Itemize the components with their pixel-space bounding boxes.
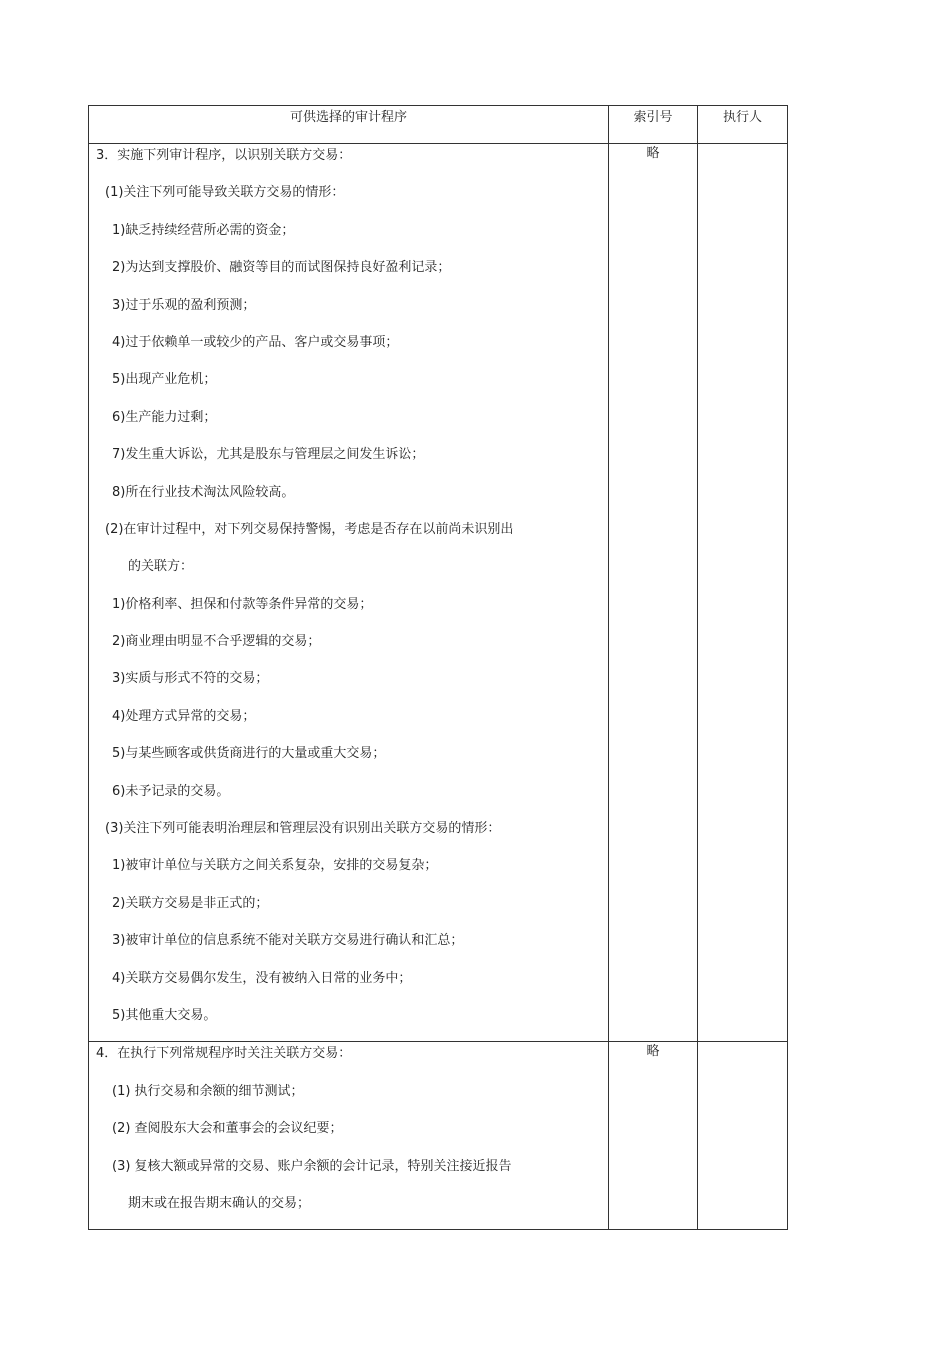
procedure-line: (1)关注下列可能导致关联方交易的情形： xyxy=(105,185,345,201)
procedure-line: 2)为达到支撑股价、融资等目的而试图保持良好盈利记录； xyxy=(112,260,451,276)
procedure-line: (3)关注下列可能表明治理层和管理层没有识别出关联方交易的情形： xyxy=(105,821,501,837)
procedure-line: (2) 查阅股东大会和董事会的会议纪要； xyxy=(112,1121,343,1137)
procedure-line: 3)过于乐观的盈利预测； xyxy=(112,297,256,313)
procedure-cell xyxy=(89,144,609,1042)
table-body xyxy=(89,144,788,1230)
procedure-line: 5)出现产业危机； xyxy=(112,372,217,388)
procedure-line: 5)与某些顾客或供货商进行的大量或重大交易； xyxy=(112,746,386,762)
procedure-line: 1)缺乏持续经营所必需的资金； xyxy=(112,222,295,238)
procedure-line: 6)生产能力过剩； xyxy=(112,409,217,425)
procedure-line: (3) 复核大额或异常的交易、账户余额的会计记录，特别关注接近报告 xyxy=(112,1158,512,1174)
table-row xyxy=(89,144,788,1042)
procedure-line: 5)其他重大交易。 xyxy=(112,1007,217,1023)
procedure-line: 2)商业理由明显不合乎逻辑的交易； xyxy=(112,634,321,650)
procedure-line: 8)所在行业技术淘汰风险较高。 xyxy=(112,484,295,500)
index-cell: 略 xyxy=(609,144,698,1042)
procedure-line: 4)处理方式异常的交易； xyxy=(112,708,256,724)
procedure-line: 4)关联方交易偶尔发生，没有被纳入日常的业务中； xyxy=(112,970,412,986)
procedure-line: (2)在审计过程中，对下列交易保持警惕，考虑是否存在以前尚未识别出 xyxy=(105,521,514,537)
procedure-line: (1) 执行交易和余额的细节测试； xyxy=(112,1083,304,1099)
procedure-line: 3)被审计单位的信息系统不能对关联方交易进行确认和汇总； xyxy=(112,933,464,949)
procedure-line: 6)未予记录的交易。 xyxy=(112,783,230,799)
procedure-line: 4．在执行下列常规程序时关注关联方交易： xyxy=(96,1046,352,1062)
procedure-line: 1)被审计单位与关联方之间关系复杂，安排的交易复杂； xyxy=(112,858,438,874)
audit-procedure-table xyxy=(88,105,788,1230)
executor-cell xyxy=(698,144,788,1042)
procedure-line: 的关联方： xyxy=(128,559,194,575)
procedure-line: 4)过于依赖单一或较少的产品、客户或交易事项； xyxy=(112,334,399,350)
table-header-row xyxy=(89,106,788,144)
procedure-cell xyxy=(89,1042,609,1230)
procedure-line: 2)关联方交易是非正式的； xyxy=(112,895,269,911)
procedure-line: 7)发生重大诉讼，尤其是股东与管理层之间发生诉讼； xyxy=(112,447,425,463)
header-index: 索引号 xyxy=(609,106,698,144)
procedure-line: 3．实施下列审计程序，以识别关联方交易： xyxy=(96,148,352,163)
header-executor: 执行人 xyxy=(698,106,788,144)
executor-cell xyxy=(698,1042,788,1230)
procedure-line: 3)实质与形式不符的交易； xyxy=(112,671,269,687)
procedure-line: 期末或在报告期末确认的交易； xyxy=(128,1195,311,1211)
procedure-line: 1)价格利率、担保和付款等条件异常的交易； xyxy=(112,596,373,612)
table-row xyxy=(89,1042,788,1230)
index-cell: 略 xyxy=(609,1042,698,1230)
header-procedure: 可供选择的审计程序 xyxy=(89,106,609,144)
